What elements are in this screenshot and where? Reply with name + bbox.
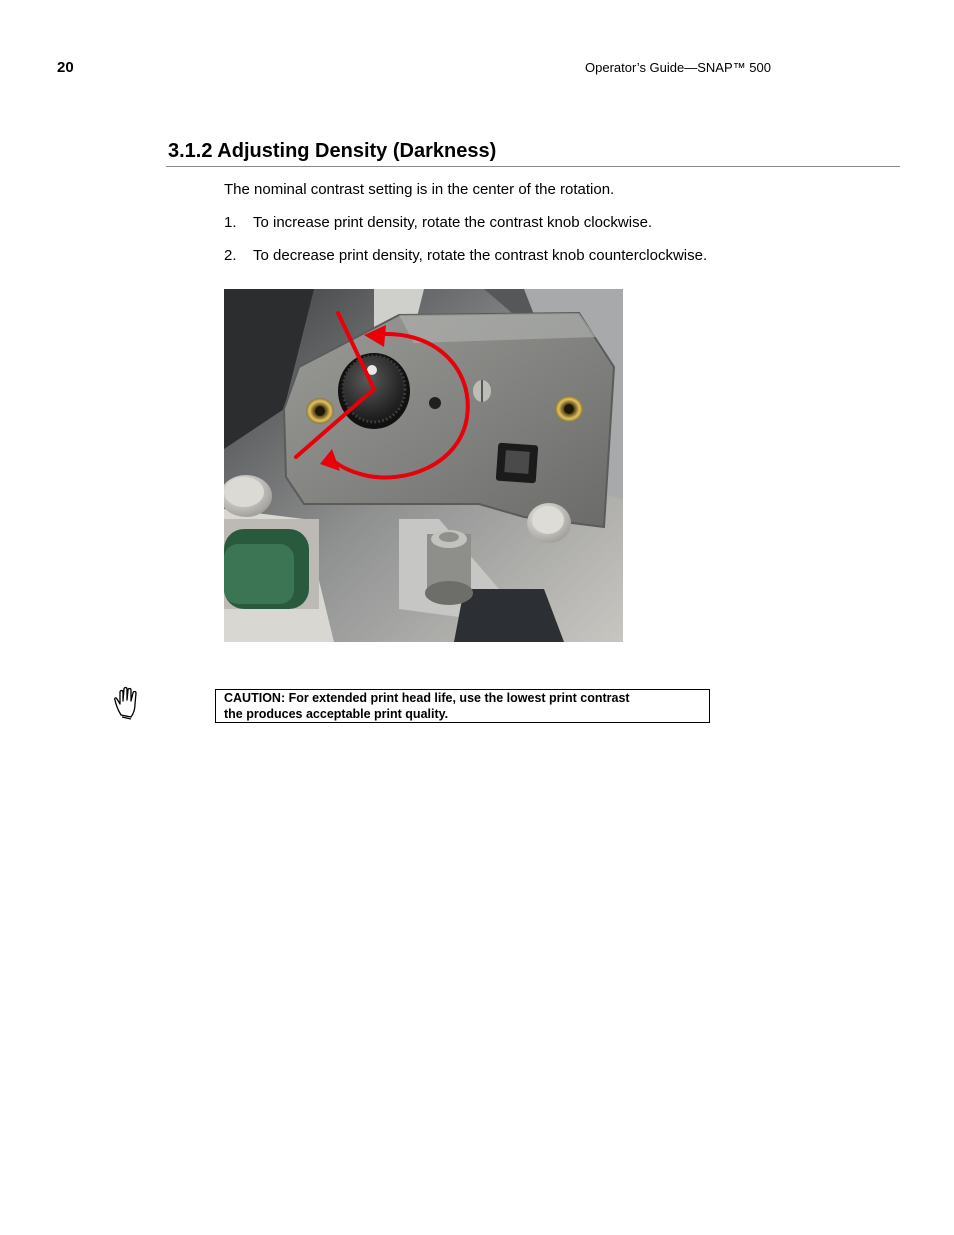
page-number: 20 (57, 59, 74, 76)
contrast-knob-photo (224, 289, 623, 642)
step-text: To decrease print density, rotate the contrast knob counterclockwise. (253, 247, 708, 264)
heading-rule (166, 166, 900, 167)
step-number: 1. (224, 214, 237, 231)
step-text: To increase print density, rotate the contrast knob clockwise. (253, 214, 653, 231)
caution-line-2: the produces acceptable print quality. (224, 707, 449, 721)
intro-paragraph: The nominal contrast setting is in the center of the rotation. (224, 181, 615, 198)
caution-box (215, 689, 710, 723)
step-item (224, 247, 707, 264)
step-number: 2. (224, 247, 237, 264)
caution-line-1: CAUTION: For extended print head life, use the lowest print contrast (224, 691, 630, 705)
running-header: Operator’s Guide—SNAP™ 500 (585, 60, 771, 75)
hand-icon (112, 685, 146, 721)
section-heading: 3.1.2 Adjusting Density (Darkness) (168, 140, 497, 162)
step-item (224, 214, 652, 231)
